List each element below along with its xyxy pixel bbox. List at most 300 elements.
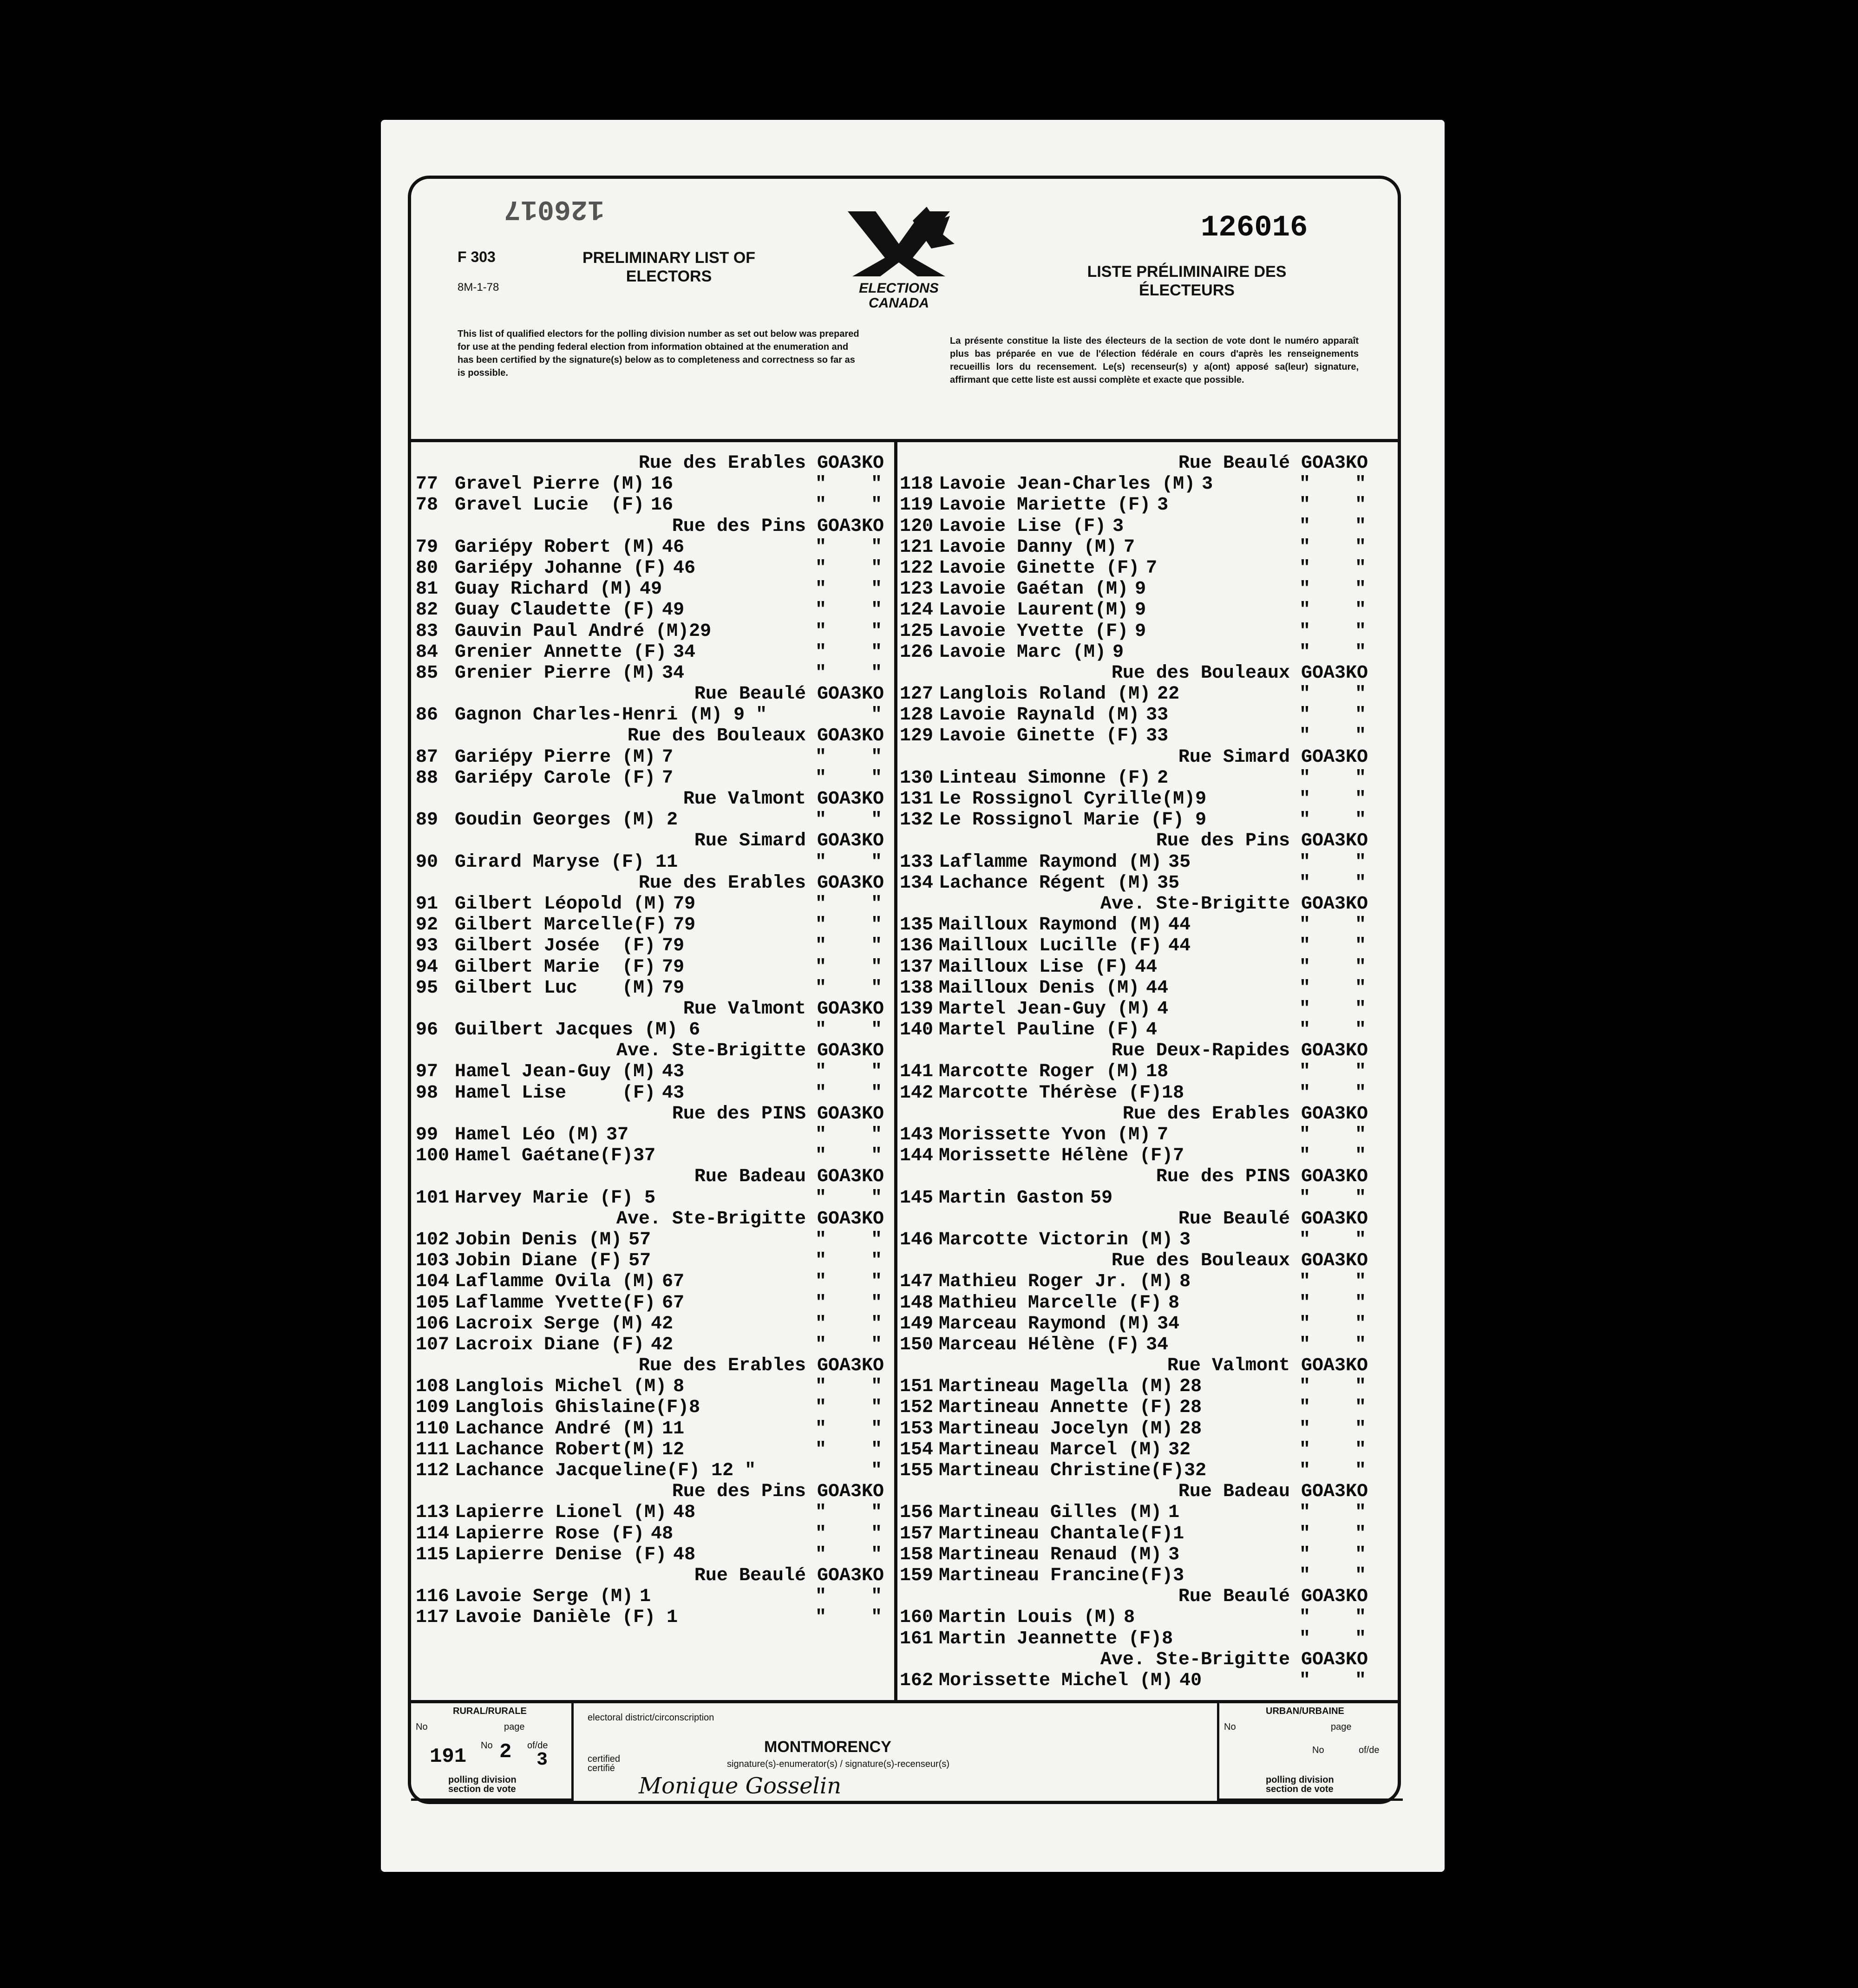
elector-name: Gravel Pierre (M) bbox=[455, 474, 645, 495]
ditto-mark: " bbox=[871, 1250, 883, 1272]
elector-name: Lachance Robert(M) bbox=[455, 1439, 656, 1460]
electors-left-column bbox=[416, 453, 894, 1628]
ditto-mark: " bbox=[1299, 1397, 1311, 1419]
ditto-mark: " bbox=[871, 1145, 883, 1167]
ditto-mark: " bbox=[871, 621, 883, 642]
ditto-mark: " bbox=[871, 1082, 883, 1104]
elector-name: Hamel Gaétane(F)37 bbox=[455, 1145, 656, 1167]
serial-number: 126016 bbox=[1201, 211, 1308, 245]
elector-name: Martineau Christine(F)32 bbox=[939, 1460, 1207, 1481]
elector-age: 7 bbox=[1146, 557, 1158, 579]
street-heading: Rue Valmont GOA3KO bbox=[683, 789, 884, 810]
elector-name: Gilbert Luc (M) bbox=[455, 977, 656, 999]
elector-row bbox=[416, 1314, 894, 1334]
ditto-mark: " bbox=[1299, 726, 1311, 747]
elector-row bbox=[900, 579, 1378, 600]
elector-name: Martineau Francine(F)3 bbox=[939, 1565, 1184, 1586]
elector-name: Lapierre Denise (F) bbox=[455, 1544, 667, 1565]
ditto-mark: " bbox=[815, 746, 827, 768]
elector-row bbox=[416, 1544, 894, 1565]
elector-number: 128 bbox=[900, 705, 934, 726]
elector-number: 102 bbox=[416, 1229, 450, 1250]
ditto-mark: " bbox=[815, 1607, 827, 1628]
elector-name: Girard Maryse (F) 11 bbox=[455, 851, 678, 873]
form-number: F 303 bbox=[458, 248, 496, 265]
elector-row bbox=[416, 810, 894, 831]
elector-row bbox=[900, 957, 1378, 978]
elector-age: 9 bbox=[1135, 621, 1146, 642]
elector-name: Mailloux Raymond (M) bbox=[939, 915, 1162, 936]
ditto-mark: " bbox=[1355, 1418, 1367, 1439]
elector-name: Lavoie Jean-Charles (M) bbox=[939, 474, 1196, 495]
elector-row bbox=[900, 1502, 1378, 1523]
elector-number: 116 bbox=[416, 1586, 450, 1608]
ditto-mark: " bbox=[871, 1334, 883, 1355]
elector-name: Mailloux Denis (M) bbox=[939, 977, 1140, 999]
elector-number: 82 bbox=[416, 600, 438, 621]
elector-name: Lacroix Diane (F) bbox=[455, 1334, 645, 1355]
elector-age: 11 bbox=[662, 1418, 685, 1439]
ditto-mark: " bbox=[815, 662, 827, 684]
ditto-mark: " bbox=[815, 1418, 827, 1439]
elector-age: 79 bbox=[673, 893, 696, 915]
ditto-mark: " bbox=[1355, 915, 1367, 936]
elector-name: Lavoie Laurent(M) bbox=[939, 600, 1129, 621]
ditto-mark: " bbox=[1299, 600, 1311, 621]
ditto-mark: " bbox=[1355, 705, 1367, 726]
ditto-mark: " bbox=[815, 1523, 827, 1544]
ditto-mark: " bbox=[815, 579, 827, 600]
street-heading: Rue Beaulé GOA3KO bbox=[694, 1565, 884, 1586]
ditto-mark: " bbox=[1299, 1271, 1311, 1293]
ditto-mark: " bbox=[1299, 1229, 1311, 1250]
elector-age: 8 bbox=[1168, 1292, 1180, 1314]
street-heading: Rue Badeau GOA3KO bbox=[694, 1166, 884, 1188]
street-heading: Rue Valmont GOA3KO bbox=[683, 998, 884, 1020]
ditto-mark: " bbox=[871, 1502, 883, 1524]
elector-name: Morissette Yvon (M) bbox=[939, 1125, 1151, 1145]
elector-row bbox=[900, 1524, 1378, 1544]
ditto-mark: " bbox=[1355, 1376, 1367, 1398]
ditto-mark: " bbox=[1355, 536, 1367, 558]
elector-row bbox=[900, 1125, 1378, 1145]
elector-name: Lapierre Lionel (M) bbox=[455, 1502, 667, 1524]
ditto-mark: " bbox=[815, 1061, 827, 1083]
elector-name: Martineau Marcel (M) bbox=[939, 1439, 1162, 1460]
elector-row bbox=[416, 747, 894, 768]
elector-number: 115 bbox=[416, 1544, 450, 1565]
elector-name: Gilbert Léopold (M) bbox=[455, 893, 667, 915]
page-number: 2 bbox=[499, 1740, 512, 1764]
elector-age: 7 bbox=[662, 746, 674, 768]
electoral-district: MONTMORENCY bbox=[764, 1738, 891, 1756]
ditto-mark: " bbox=[1355, 1313, 1367, 1334]
elector-name: Morissette Hélène (F)7 bbox=[939, 1145, 1184, 1167]
elector-row bbox=[416, 1188, 894, 1209]
elector-number: 110 bbox=[416, 1418, 450, 1439]
elector-name: Lachance Régent (M) bbox=[939, 872, 1151, 894]
ditto-mark: " bbox=[1355, 1020, 1367, 1041]
elector-age: 32 bbox=[1168, 1439, 1191, 1460]
ditto-mark: " bbox=[1299, 557, 1311, 579]
elector-number: 158 bbox=[900, 1544, 934, 1565]
elector-name: Le Rossignol Cyrille(M)9 bbox=[939, 789, 1207, 810]
page-total: 3 bbox=[536, 1750, 548, 1771]
ditto-mark: " bbox=[815, 810, 827, 831]
form-frame bbox=[408, 176, 1401, 1804]
ditto-mark: " bbox=[871, 956, 883, 978]
elector-number: 132 bbox=[900, 810, 934, 831]
ditto-mark: " bbox=[815, 1250, 827, 1272]
ditto-mark: " bbox=[871, 915, 883, 936]
elector-number: 90 bbox=[416, 851, 438, 873]
elector-row bbox=[416, 579, 894, 600]
elector-number: 99 bbox=[416, 1125, 438, 1145]
ditto-mark: " bbox=[1299, 1376, 1311, 1398]
ditto-mark: " bbox=[1299, 684, 1311, 705]
elector-row bbox=[416, 978, 894, 999]
elector-row bbox=[416, 1020, 894, 1040]
page-of-label: of/de bbox=[527, 1740, 548, 1751]
elector-row bbox=[900, 1419, 1378, 1439]
elector-number: 112 bbox=[416, 1460, 450, 1481]
elector-age: 22 bbox=[1157, 684, 1180, 705]
elector-number: 114 bbox=[416, 1523, 450, 1544]
elector-age: 9 bbox=[1135, 579, 1146, 600]
elector-name: Le Rossignol Marie (F) 9 bbox=[939, 810, 1207, 831]
elector-age: 48 bbox=[673, 1502, 696, 1524]
elector-age: 33 bbox=[1146, 705, 1169, 726]
elector-number: 119 bbox=[900, 495, 934, 516]
intro-english: This list of qualified electors for the polling division number as set out below was prepared for use at the pending federal election from information obtained at the enumeration and has been certified by the signature(s) below as to completeness and correctness so far as is possible. bbox=[458, 329, 859, 378]
elector-name: Laflamme Ovila (M) bbox=[455, 1271, 656, 1293]
elector-age: 35 bbox=[1157, 872, 1180, 894]
elector-name: Hamel Lise (F) bbox=[455, 1082, 656, 1104]
elector-age: 43 bbox=[662, 1061, 685, 1083]
elector-name: Lavoie Mariette (F) bbox=[939, 495, 1151, 516]
ditto-mark: " bbox=[815, 1020, 827, 1041]
elector-row bbox=[900, 1145, 1378, 1166]
elector-row bbox=[416, 935, 894, 956]
elector-age: 4 bbox=[1146, 1020, 1158, 1041]
ditto-mark: " bbox=[1299, 1292, 1311, 1314]
elector-name: Gilbert Marcelle(F) bbox=[455, 915, 667, 936]
urban-no-label: No bbox=[1224, 1722, 1236, 1732]
street-heading: Rue des Erables GOA3KO bbox=[1122, 1103, 1368, 1125]
ditto-mark: " bbox=[871, 1292, 883, 1314]
ditto-mark: " bbox=[871, 641, 883, 663]
elector-row bbox=[416, 1334, 894, 1355]
elector-number: 88 bbox=[416, 767, 438, 789]
ditto-mark: " bbox=[1299, 1544, 1311, 1565]
elector-name: Lavoie Serge (M) bbox=[455, 1586, 634, 1608]
elector-age: 8 bbox=[673, 1376, 685, 1398]
elector-row bbox=[900, 1628, 1378, 1649]
street-heading: Rue Badeau GOA3KO bbox=[1178, 1481, 1368, 1503]
elector-name: Laflamme Yvette(F) bbox=[455, 1292, 656, 1314]
elector-name: Martel Pauline (F) bbox=[939, 1020, 1140, 1041]
ditto-mark: " bbox=[1299, 516, 1311, 537]
elector-number: 154 bbox=[900, 1439, 934, 1460]
elector-row bbox=[900, 1188, 1378, 1209]
elector-number: 153 bbox=[900, 1418, 934, 1439]
elector-name: Martel Jean-Guy (M) bbox=[939, 998, 1151, 1020]
ditto-mark: " bbox=[1355, 621, 1367, 642]
elector-name: Grenier Annette (F) bbox=[455, 641, 667, 663]
elector-number: 105 bbox=[416, 1292, 450, 1314]
elector-age: 46 bbox=[673, 557, 696, 579]
ditto-mark: " bbox=[1299, 935, 1311, 957]
elector-name: Langlois Michel (M) bbox=[455, 1376, 667, 1398]
elector-number: 142 bbox=[900, 1082, 934, 1104]
elector-row bbox=[416, 537, 894, 558]
ditto-mark: " bbox=[871, 1020, 883, 1041]
ditto-mark: " bbox=[871, 1460, 883, 1481]
ditto-mark: " bbox=[815, 915, 827, 936]
ditto-mark: " bbox=[1299, 1607, 1311, 1628]
ditto-mark: " bbox=[1299, 767, 1311, 789]
ditto-mark: " bbox=[871, 1271, 883, 1293]
ditto-mark: " bbox=[815, 1187, 827, 1209]
elector-row bbox=[416, 1460, 894, 1481]
elector-row bbox=[416, 1293, 894, 1314]
elector-age: 34 bbox=[662, 662, 685, 684]
elector-row bbox=[900, 978, 1378, 999]
ditto-mark: " bbox=[1355, 767, 1367, 789]
elector-row bbox=[900, 852, 1378, 873]
elector-name: Jobin Diane (F) bbox=[455, 1250, 622, 1272]
elector-row bbox=[416, 495, 894, 516]
elector-name: Lavoie Raynald (M) bbox=[939, 705, 1140, 726]
elector-name: Martineau Gilles (M) bbox=[939, 1502, 1162, 1524]
ditto-mark: " bbox=[1355, 1523, 1367, 1544]
elector-row bbox=[900, 600, 1378, 621]
elector-age: 8 bbox=[1179, 1271, 1191, 1293]
ditto-mark: " bbox=[1355, 789, 1367, 810]
elector-age: 3 bbox=[1168, 1544, 1180, 1565]
elector-number: 151 bbox=[900, 1376, 934, 1398]
ditto-mark: " bbox=[871, 536, 883, 558]
elector-age: 35 bbox=[1168, 851, 1191, 873]
street-heading: Rue Deux-Rapides GOA3KO bbox=[1111, 1040, 1368, 1062]
ditto-mark: " bbox=[1355, 641, 1367, 663]
ditto-mark: " bbox=[815, 767, 827, 789]
elector-age: 37 bbox=[606, 1125, 629, 1145]
ditto-mark: " bbox=[1299, 1439, 1311, 1460]
elector-age: 1 bbox=[640, 1586, 651, 1608]
street-heading: Rue Beaulé GOA3KO bbox=[1178, 1586, 1368, 1608]
ditto-mark: " bbox=[815, 1439, 827, 1460]
ditto-mark: " bbox=[1299, 1020, 1311, 1041]
ditto-mark: " bbox=[1355, 1502, 1367, 1524]
elector-name: Martin Louis (M) bbox=[939, 1607, 1118, 1628]
elector-number: 97 bbox=[416, 1061, 438, 1083]
urban-page-label: page bbox=[1331, 1722, 1352, 1732]
elector-number: 140 bbox=[900, 1020, 934, 1041]
elector-name: Martineau Jocelyn (M) bbox=[939, 1418, 1173, 1439]
ditto-mark: " bbox=[871, 935, 883, 957]
elector-number: 130 bbox=[900, 767, 934, 789]
elector-number: 150 bbox=[900, 1334, 934, 1355]
elector-number: 113 bbox=[416, 1502, 450, 1524]
ditto-mark: " bbox=[1299, 1523, 1311, 1544]
page-no-label: No bbox=[481, 1740, 493, 1751]
street-heading: Rue des Erables GOA3KO bbox=[638, 453, 884, 474]
elector-row bbox=[416, 1376, 894, 1397]
ditto-mark: " bbox=[815, 1271, 827, 1293]
elector-age: 40 bbox=[1179, 1670, 1202, 1691]
elector-age: 9 bbox=[1135, 600, 1146, 621]
signature-label: signature(s)-enumerator(s) / signature(s)-recenseur(s) bbox=[727, 1759, 950, 1769]
ditto-mark: " bbox=[1355, 1397, 1367, 1419]
elector-age: 9 bbox=[1112, 641, 1124, 663]
bleed-serial-number: 126017 bbox=[504, 193, 605, 224]
ditto-mark: " bbox=[871, 1125, 883, 1145]
elector-name: Mailloux Lise (F) bbox=[939, 956, 1129, 978]
elector-age: 34 bbox=[1157, 1313, 1180, 1334]
elector-row bbox=[900, 873, 1378, 894]
elector-name: Lachance Jacqueline(F) 12 " bbox=[455, 1460, 756, 1481]
ditto-mark: " bbox=[871, 851, 883, 873]
elector-name: Gariépy Pierre (M) bbox=[455, 746, 656, 768]
ditto-mark: " bbox=[1299, 1670, 1311, 1691]
elector-name: Lavoie Marc (M) bbox=[939, 641, 1106, 663]
elector-number: 109 bbox=[416, 1397, 450, 1419]
ditto-mark: " bbox=[1355, 1125, 1367, 1145]
ditto-mark: " bbox=[1355, 516, 1367, 537]
ditto-mark: " bbox=[871, 495, 883, 516]
ditto-mark: " bbox=[1355, 1607, 1367, 1628]
elector-row bbox=[900, 1460, 1378, 1481]
elector-name: Mathieu Marcelle (F) bbox=[939, 1292, 1162, 1314]
elector-row bbox=[900, 726, 1378, 746]
elector-name: Gagnon Charles-Henri (M) 9 " bbox=[455, 705, 767, 726]
ditto-mark: " bbox=[1355, 1565, 1367, 1586]
elector-age: 2 bbox=[1157, 767, 1169, 789]
elector-name: Lavoie Gaétan (M) bbox=[939, 579, 1129, 600]
elector-age: 28 bbox=[1179, 1397, 1202, 1419]
elector-row bbox=[416, 558, 894, 579]
polling-division-label: polling division section de vote bbox=[448, 1775, 517, 1794]
elector-row bbox=[900, 810, 1378, 831]
elector-row bbox=[900, 558, 1378, 579]
elector-number: 159 bbox=[900, 1565, 934, 1586]
elector-row bbox=[900, 1020, 1378, 1040]
elector-number: 161 bbox=[900, 1628, 934, 1649]
ditto-mark: " bbox=[815, 1586, 827, 1608]
elector-age: 3 bbox=[1202, 474, 1213, 495]
ditto-mark: " bbox=[815, 1313, 827, 1334]
elector-name: Martin Jeannette (F)8 bbox=[939, 1628, 1173, 1649]
elector-name: Jobin Denis (M) bbox=[455, 1229, 622, 1250]
elector-row bbox=[900, 1083, 1378, 1104]
elector-number: 120 bbox=[900, 516, 934, 537]
elector-row bbox=[900, 1544, 1378, 1565]
elector-name: Lavoie Yvette (F) bbox=[939, 621, 1129, 642]
elector-name: Mailloux Lucille (F) bbox=[939, 935, 1162, 957]
elector-number: 133 bbox=[900, 851, 934, 873]
elector-row bbox=[900, 1293, 1378, 1314]
ditto-mark: " bbox=[1299, 1460, 1311, 1481]
elector-number: 143 bbox=[900, 1125, 934, 1145]
elector-name: Marceau Hélène (F) bbox=[939, 1334, 1140, 1355]
ditto-mark: " bbox=[871, 705, 883, 726]
elector-number: 134 bbox=[900, 872, 934, 894]
elector-row bbox=[416, 600, 894, 621]
ditto-mark: " bbox=[1299, 956, 1311, 978]
ditto-mark: " bbox=[1299, 1565, 1311, 1586]
street-heading: Ave. Ste-Brigitte GOA3KO bbox=[616, 1208, 884, 1229]
street-heading: Rue des Pins GOA3KO bbox=[1156, 831, 1368, 852]
ditto-mark: " bbox=[871, 1418, 883, 1439]
elector-row bbox=[900, 1565, 1378, 1586]
elector-row bbox=[416, 1607, 894, 1628]
elector-row bbox=[416, 621, 894, 642]
elector-row bbox=[416, 852, 894, 873]
document-sheet bbox=[381, 120, 1445, 1872]
elector-number: 96 bbox=[416, 1020, 438, 1041]
elector-number: 100 bbox=[416, 1145, 450, 1167]
elector-age: 28 bbox=[1179, 1376, 1202, 1398]
elector-name: Lavoie Ginette (F) bbox=[939, 726, 1140, 747]
ditto-mark: " bbox=[871, 1586, 883, 1608]
elector-name: Martin Gaston bbox=[939, 1187, 1084, 1209]
elector-row bbox=[900, 1061, 1378, 1082]
street-heading: Rue des Pins GOA3KO bbox=[672, 1481, 884, 1503]
elector-name: Guilbert Jacques (M) 6 bbox=[455, 1020, 700, 1041]
elector-number: 86 bbox=[416, 705, 438, 726]
ditto-mark: " bbox=[1355, 1292, 1367, 1314]
ditto-mark: " bbox=[1355, 935, 1367, 957]
elector-name: Martineau Renaud (M) bbox=[939, 1544, 1162, 1565]
ditto-mark: " bbox=[815, 977, 827, 999]
elector-age: 33 bbox=[1146, 726, 1169, 747]
elector-row bbox=[900, 935, 1378, 956]
elector-row bbox=[900, 537, 1378, 558]
intro-french: La présente constitue la liste des électeurs de la section de vote dont le numéro apparaît plus bas préparée en vue de l'élection fédérale en cours d'après les renseignements recueillis lors du recensement. Le(s) recenseur(s) y a(ont) apposé sa(leur) signature, affirmant que cette liste est aussi complète et exacte que possible. bbox=[950, 336, 1359, 385]
street-heading: Rue Valmont GOA3KO bbox=[1167, 1355, 1368, 1377]
elector-row bbox=[416, 1229, 894, 1250]
ditto-mark: " bbox=[1355, 495, 1367, 516]
elector-row bbox=[416, 1502, 894, 1523]
elector-number: 141 bbox=[900, 1061, 934, 1083]
elector-number: 85 bbox=[416, 662, 438, 684]
elector-number: 87 bbox=[416, 746, 438, 768]
elector-age: 28 bbox=[1179, 1418, 1202, 1439]
ditto-mark: " bbox=[1299, 1082, 1311, 1104]
elector-age: 48 bbox=[673, 1544, 696, 1565]
ditto-mark: " bbox=[1355, 726, 1367, 747]
elector-number: 145 bbox=[900, 1187, 934, 1209]
ditto-mark: " bbox=[815, 557, 827, 579]
elector-name: Lacroix Serge (M) bbox=[455, 1313, 645, 1334]
ditto-mark: " bbox=[1355, 600, 1367, 621]
ditto-mark: " bbox=[871, 600, 883, 621]
elector-number: 144 bbox=[900, 1145, 934, 1167]
ditto-mark: " bbox=[1355, 872, 1367, 894]
elector-number: 93 bbox=[416, 935, 438, 957]
ditto-mark: " bbox=[1355, 1229, 1367, 1250]
ditto-mark: " bbox=[871, 977, 883, 999]
elector-row bbox=[416, 768, 894, 789]
district-label: electoral district/circonscription bbox=[588, 1713, 714, 1723]
street-heading: Rue Beaulé GOA3KO bbox=[694, 684, 884, 705]
ditto-mark: " bbox=[1355, 1460, 1367, 1481]
ditto-mark: " bbox=[871, 893, 883, 915]
elector-row bbox=[900, 1334, 1378, 1355]
elector-age: 79 bbox=[673, 915, 696, 936]
elector-number: 77 bbox=[416, 474, 438, 495]
